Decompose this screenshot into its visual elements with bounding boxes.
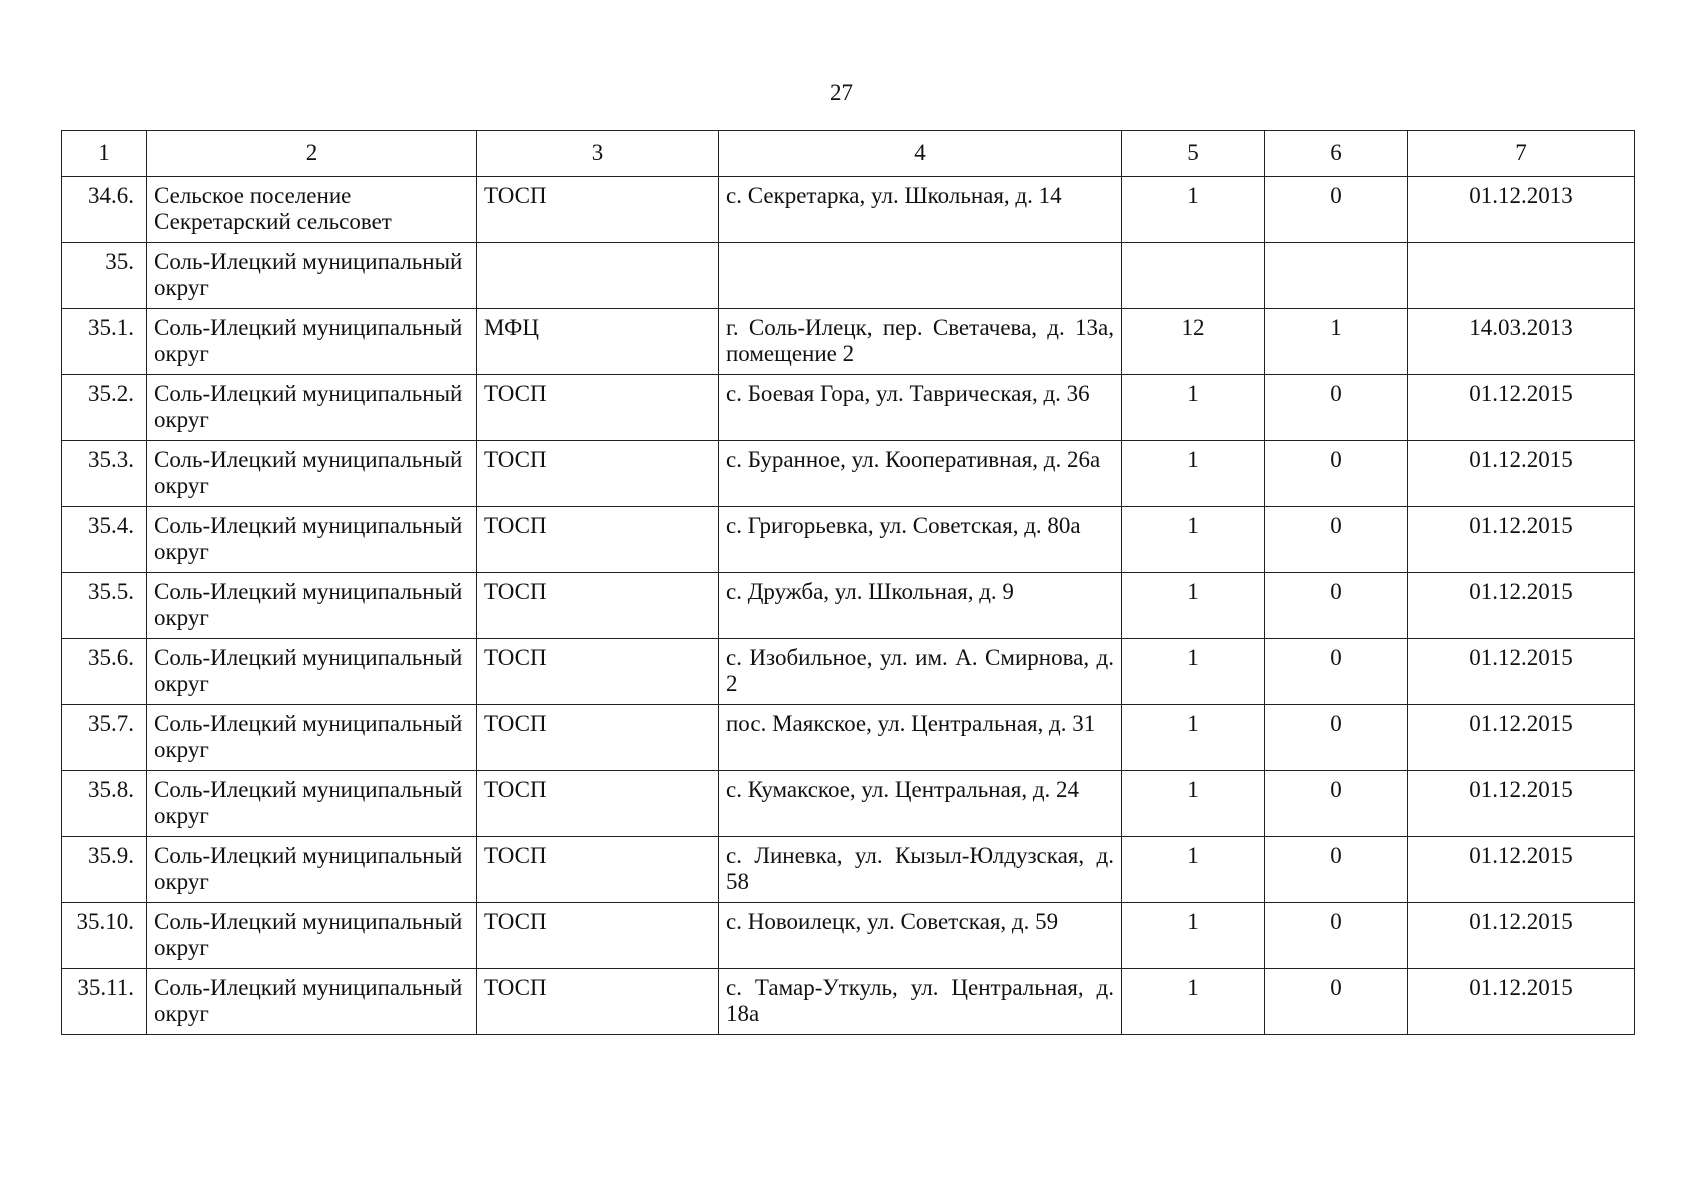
opening-date-cell: 01.12.2015: [1408, 969, 1635, 1035]
address-cell: с. Григорьевка, ул. Советская, д. 80а: [719, 507, 1122, 573]
header-col-3: 3: [477, 131, 719, 177]
opening-date-cell: 01.12.2015: [1408, 639, 1635, 705]
address-cell: с. Тамар-Уткуль, ул. Центральная, д. 18а: [719, 969, 1122, 1035]
opening-date-cell: [1408, 243, 1635, 309]
header-col-4: 4: [719, 131, 1122, 177]
registry-table: [61, 130, 1635, 1035]
municipality-cell: Соль-Илецкий муниципальный округ: [147, 441, 477, 507]
opening-date-cell: 01.12.2015: [1408, 705, 1635, 771]
row-number-cell: 34.6.: [62, 177, 147, 243]
remote-count-cell: 0: [1265, 969, 1408, 1035]
windows-count-cell: 1: [1122, 507, 1265, 573]
office-type-cell: ТОСП: [477, 969, 719, 1035]
municipality-cell: Соль-Илецкий муниципальный округ: [147, 573, 477, 639]
windows-count-cell: 1: [1122, 771, 1265, 837]
opening-date-cell: 01.12.2015: [1408, 507, 1635, 573]
municipality-cell: Сельское поселение Секретарский сельсовет: [147, 177, 477, 243]
opening-date-cell: 01.12.2015: [1408, 771, 1635, 837]
windows-count-cell: 1: [1122, 837, 1265, 903]
remote-count-cell: 0: [1265, 903, 1408, 969]
remote-count-cell: 0: [1265, 837, 1408, 903]
municipality-cell: Соль-Илецкий муниципальный округ: [147, 969, 477, 1035]
opening-date-cell: 01.12.2015: [1408, 837, 1635, 903]
opening-date-cell: 01.12.2013: [1408, 177, 1635, 243]
windows-count-cell: 1: [1122, 441, 1265, 507]
table-row: [62, 573, 1635, 639]
windows-count-cell: 1: [1122, 375, 1265, 441]
municipality-cell: Соль-Илецкий муниципальный округ: [147, 639, 477, 705]
office-type-cell: ТОСП: [477, 903, 719, 969]
office-type-cell: ТОСП: [477, 375, 719, 441]
windows-count-cell: 1: [1122, 639, 1265, 705]
municipality-cell: Соль-Илецкий муниципальный округ: [147, 243, 477, 309]
windows-count-cell: [1122, 243, 1265, 309]
row-number-cell: 35.6.: [62, 639, 147, 705]
remote-count-cell: 1: [1265, 309, 1408, 375]
office-type-cell: ТОСП: [477, 705, 719, 771]
remote-count-cell: 0: [1265, 441, 1408, 507]
address-cell: с. Секретарка, ул. Школьная, д. 14: [719, 177, 1122, 243]
municipality-cell: Соль-Илецкий муниципальный округ: [147, 309, 477, 375]
address-cell: с. Линевка, ул. Кызыл-Юлдузская, д. 58: [719, 837, 1122, 903]
remote-count-cell: 0: [1265, 705, 1408, 771]
address-cell: с. Кумакское, ул. Центральная, д. 24: [719, 771, 1122, 837]
row-number-cell: 35.3.: [62, 441, 147, 507]
windows-count-cell: 1: [1122, 573, 1265, 639]
opening-date-cell: 14.03.2013: [1408, 309, 1635, 375]
row-number-cell: 35.11.: [62, 969, 147, 1035]
office-type-cell: ТОСП: [477, 639, 719, 705]
table-row: [62, 771, 1635, 837]
opening-date-cell: 01.12.2015: [1408, 441, 1635, 507]
office-type-cell: ТОСП: [477, 507, 719, 573]
row-number-cell: 35.8.: [62, 771, 147, 837]
municipality-cell: Соль-Илецкий муниципальный округ: [147, 771, 477, 837]
table-row: [62, 903, 1635, 969]
table-row: [62, 705, 1635, 771]
header-col-1: 1: [62, 131, 147, 177]
address-cell: с. Дружба, ул. Школьная, д. 9: [719, 573, 1122, 639]
municipality-cell: Соль-Илецкий муниципальный округ: [147, 375, 477, 441]
municipality-cell: Соль-Илецкий муниципальный округ: [147, 705, 477, 771]
windows-count-cell: 12: [1122, 309, 1265, 375]
office-type-cell: ТОСП: [477, 573, 719, 639]
table-row: [62, 837, 1635, 903]
windows-count-cell: 1: [1122, 903, 1265, 969]
office-type-cell: ТОСП: [477, 837, 719, 903]
opening-date-cell: 01.12.2015: [1408, 903, 1635, 969]
table-row: [62, 969, 1635, 1035]
office-type-cell: МФЦ: [477, 309, 719, 375]
address-cell: пос. Маякское, ул. Центральная, д. 31: [719, 705, 1122, 771]
row-number-cell: 35.5.: [62, 573, 147, 639]
row-number-cell: 35.1.: [62, 309, 147, 375]
table-row: [62, 507, 1635, 573]
header-col-5: 5: [1122, 131, 1265, 177]
windows-count-cell: 1: [1122, 177, 1265, 243]
table-row: [62, 177, 1635, 243]
opening-date-cell: 01.12.2015: [1408, 375, 1635, 441]
table-row: [62, 441, 1635, 507]
row-number-cell: 35.9.: [62, 837, 147, 903]
address-cell: с. Изобильное, ул. им. А. Смирнова, д. 2: [719, 639, 1122, 705]
municipality-cell: Соль-Илецкий муниципальный округ: [147, 837, 477, 903]
municipality-cell: Соль-Илецкий муниципальный округ: [147, 507, 477, 573]
remote-count-cell: 0: [1265, 375, 1408, 441]
table-row: [62, 243, 1635, 309]
opening-date-cell: 01.12.2015: [1408, 573, 1635, 639]
remote-count-cell: [1265, 243, 1408, 309]
windows-count-cell: 1: [1122, 969, 1265, 1035]
remote-count-cell: 0: [1265, 507, 1408, 573]
address-cell: [719, 243, 1122, 309]
row-number-cell: 35.2.: [62, 375, 147, 441]
address-cell: г. Соль-Илецк, пер. Светачева, д. 13а, помещение 2: [719, 309, 1122, 375]
remote-count-cell: 0: [1265, 177, 1408, 243]
office-type-cell: [477, 243, 719, 309]
row-number-cell: 35.: [62, 243, 147, 309]
windows-count-cell: 1: [1122, 705, 1265, 771]
table-row: [62, 639, 1635, 705]
address-cell: с. Боевая Гора, ул. Таврическая, д. 36: [719, 375, 1122, 441]
table-header-row: [62, 131, 1635, 177]
row-number-cell: 35.4.: [62, 507, 147, 573]
address-cell: с. Новоилецк, ул. Советская, д. 59: [719, 903, 1122, 969]
office-type-cell: ТОСП: [477, 771, 719, 837]
header-col-2: 2: [147, 131, 477, 177]
row-number-cell: 35.10.: [62, 903, 147, 969]
table-row: [62, 375, 1635, 441]
page-number: 27: [830, 80, 853, 105]
remote-count-cell: 0: [1265, 771, 1408, 837]
row-number-cell: 35.7.: [62, 705, 147, 771]
remote-count-cell: 0: [1265, 573, 1408, 639]
header-col-6: 6: [1265, 131, 1408, 177]
table-body: [62, 131, 1635, 1035]
table-row: [62, 309, 1635, 375]
header-col-7: 7: [1408, 131, 1635, 177]
address-cell: с. Буранное, ул. Кооперативная, д. 26а: [719, 441, 1122, 507]
office-type-cell: ТОСП: [477, 441, 719, 507]
office-type-cell: ТОСП: [477, 177, 719, 243]
remote-count-cell: 0: [1265, 639, 1408, 705]
municipality-cell: Соль-Илецкий муниципальный округ: [147, 903, 477, 969]
